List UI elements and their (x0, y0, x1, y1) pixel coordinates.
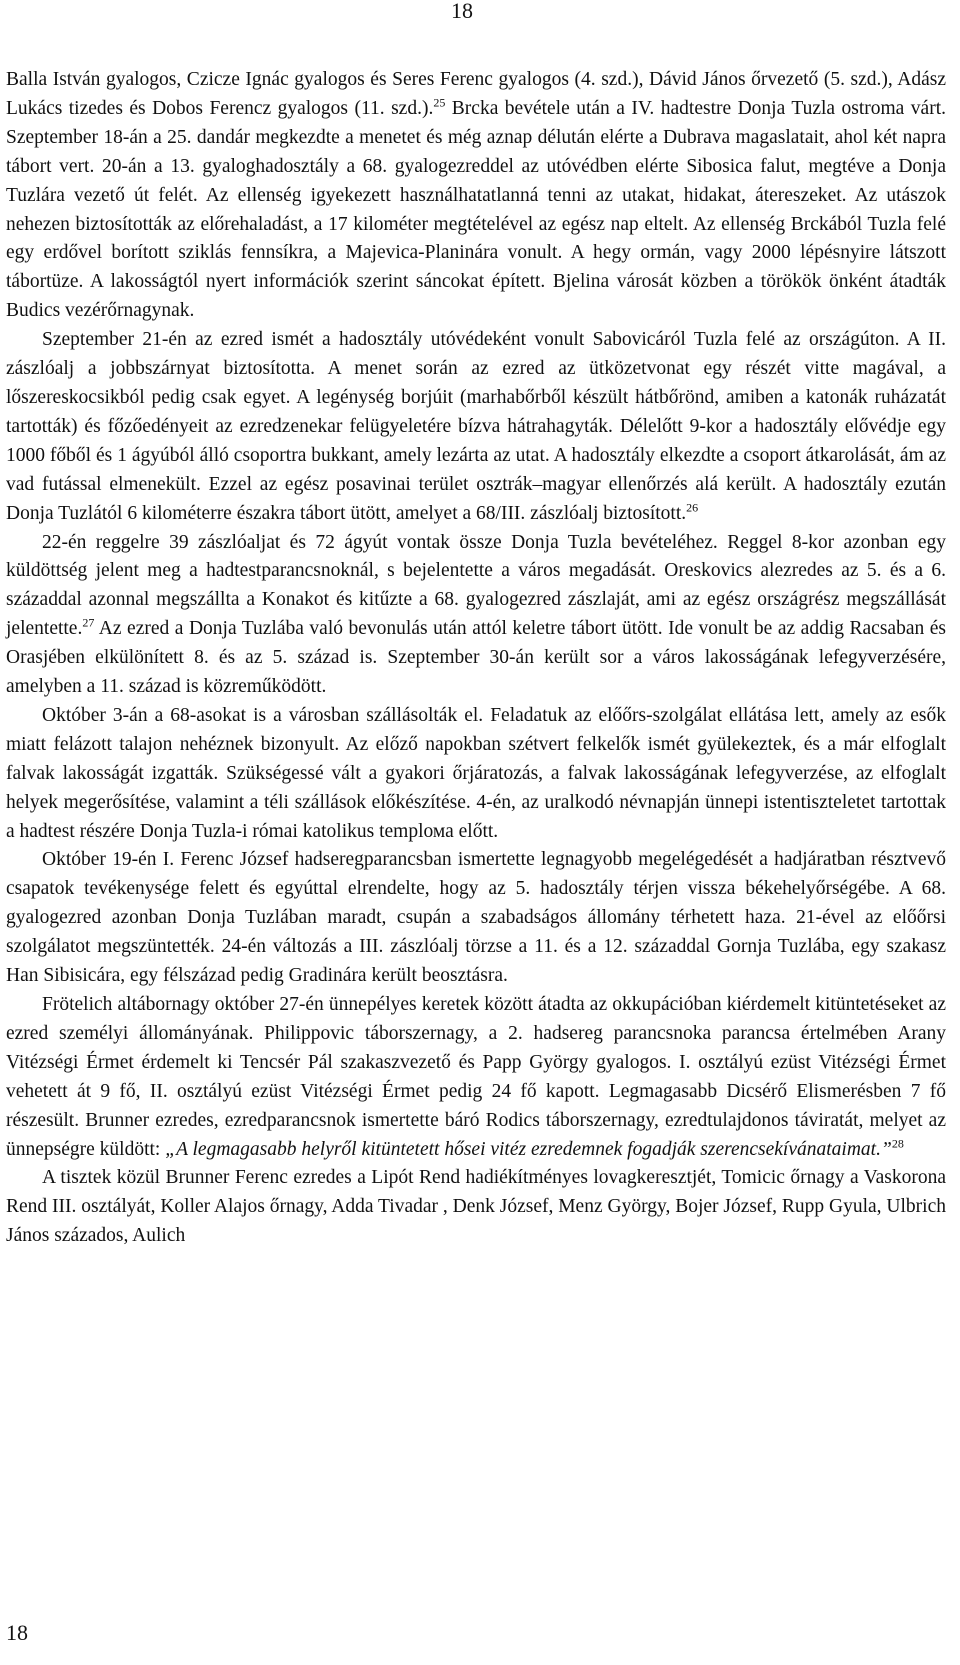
footnote-marker: 27 (82, 615, 95, 630)
paragraph (6, 529, 946, 702)
paragraph-text: Az ezred a Donja Tuzlába való bevonulás után attól keletre tábort ütött. Ide vonult be az addig Racsaban és Orasjében elkülönített 8. és az 5. század is. Szeptember 30-án került sor a város lakosságának lefegyverzésére, amelyben a 11. század is közreműködött. (6, 618, 946, 698)
paragraph-text: Balla István gyalogos, Czicze Ignác gyalogos és Seres Ferenc gyalogos (4. szd.), Dávid János őrvezető (5. szd.), Adász Lukács tizedes és Dobos Ferencz gyalogos (11. szd.). (6, 69, 946, 119)
paragraph (6, 66, 946, 326)
paragraph (6, 846, 946, 991)
paragraph-text: A tisztek közül Brunner Ferenc ezredes a Lipót Rend hadiékítményes lovagkeresztjét, Tomicic őrnagy a Vaskorona Rend III. osztályát, Koller Alajos őrnagy, Adda Tivadar , Denk József, Menz György, Bojer József, Rupp Gyula, Ulbrich János százados, Aulich (6, 1167, 946, 1247)
body-text (6, 66, 946, 1251)
paragraph (6, 991, 946, 1164)
paragraph-text: Október 3-án a 68-asokat is a városban szállásolták el. Feladatuk az előőrs-szolgálat ellátása lett, amely az esők miatt felázott talajon nehéznek bizonyult. Az előző napokban szétvert felkelők ismét gyülekeztek, és a már elfoglalt falvak lakosságát izgatták. Szükségessé vált a gyakori őrjáratozás, a falvak lakosságának lefegyverzése, az elfoglalt helyek megerősítése, valamint a téli szállások előkészítése. 4-én, az uralkodó névnapján ünnepi istentiszteletet tartottak a hadtest részére Donja Tuzla-i római katolikus templома előtt. (6, 704, 946, 842)
footnote-marker: 26 (686, 500, 699, 515)
paragraph-text: Szeptember 21-én az ezred ismét a hadosztály utóvédeként vonult Sabovicáról Tuzla felé az országúton. A II. zászlóalj a jobbszárnyat biztosította. A menet során az ezred az ütközetvonat egy részét vitte magával, a lőszereskocsikból pedig csak egyet. A legénység borjúit (marhabőrből készült hátbőrönd, amiben a katonák ruházatát tartották) és főzőedényeit az ezredzenekar felügyeletére bízva hátrahagyták. Délelőtt 9-kor a hadosztály elővédje egy 1000 főből és 1 ágyúból álló csoportra bukkant, amely lezárta az utat. A hadosztály elkezdte a csoport átkarolását, ám az vad futással elmenekült. Ezzel az egész posavinai terület osztrák–magyar ellenőrzés alá került. A hadosztály ezután Donja Tuzlától 6 kilométerre északra tábort ütött, amelyet a 68/III. zászlóalj biztosított. (6, 329, 946, 524)
quoted-telegram-text: „A legmagasabb helyről kitüntetett hősei vitéz ezredemnek fogadják szerencsekívánataimat.” (165, 1138, 892, 1160)
footnote-marker: 25 (433, 95, 446, 110)
paragraph (6, 702, 946, 847)
page-number-bottom: 18 (6, 1620, 28, 1645)
paragraph-text: Frötelich altábornagy október 27-én ünnepélyes keretek között átadta az okkupációban kiérdemelt kitüntetéseket az ezred személyi állományának. Philippovic táborszernagy, a 2. hadsereg parancsnoka parancsa értelmében Arany Vitézségi Érmet érdemelt ki Tencsér Pál szakaszvezető és Papp György gyalogos. I. osztályú ezüst Vitézségi Érmet vehetett át 9 fő, II. osztályú ezüst Vitézségi Érmet pedig 24 fő kapott. Legmagasabb Dicsérő Elismerésben 7 fő részesült. Brunner ezredes, ezredparancsnok ismertette báró Rodics táborszernagy, ezredtulajdonos táviratát, melyet az ünnepségre küldött: (6, 994, 946, 1160)
paragraph-text: 22-én reggelre 39 zászlóaljat és 72 ágyút vontak össze Donja Tuzla bevételéhez. Reggel 8-kor azonban egy küldöttség jelent meg a hadtestparancsnoknál, s bejelentette a város megadását. Oreskovics alezredes az 5. és a 6. századdal azonnal megszállta a Konakot és kitűzte a 68. gyalogezred zászlaját, ami az egész országrész megszállását jelentette. (6, 531, 946, 640)
footnote-marker: 28 (891, 1136, 904, 1151)
paragraph-text: Október 19-én I. Ferenc József hadseregparancsban ismertette legnagyobb megelégedését a hadjáratban résztvevő csapatok tevékenysége felett és egyúttal elrendelte, hogy az 5. hadosztály térjen vissza békehelyőrségébe. A 68. gyalogezred azonban Donja Tuzlában maradt, csupán a szabadságos állomány térhetett haza. 21-ével az előőrsi szolgálatot megszüntették. 24-én változás a III. zászlóalj törzse a 11. és a 12. századdal Gornja Tuzlába, egy szakasz Han Sibisicára, egy félszázad pedig Gradinára került beosztásra. (6, 849, 946, 987)
paragraph (6, 326, 946, 528)
paragraph-text: Brcka bevétele után a IV. hadtestre Donja Tuzla ostroma várt. Szeptember 18-án a 25. dandár megkezdte a menetet és még aznap délután elérte a Dubrava magaslatait, ahol két napra tábort vert. 20-án a 13. gyaloghadosztály a 68. gyalogezreddel az utóvédben elérte Sibosica falut, megtéve a Donja Tuzlára vezető út felét. Az ellenség igyekezett használhatatlanná tenni az utakat, hidakat, átereszeket. Az utászok nehezen biztosították az előrehaladást, a 17 kilométer megtételével az egész nap eltelt. Az ellenség Brckából Tuzla felé egy erdővel borított sziklás fennsíkra, a Majevica-Planinára vonult. A hegy ormán, vagy 2000 lépésnyire látszott tábortüze. A lakosságtól nyert információk szerint sáncokat épített. Bjelina városát közben a törökök önként átadták Budics vezérőrnagynak. (6, 97, 946, 322)
page-number-top: 18 (451, 0, 473, 23)
paragraph (6, 1164, 946, 1251)
